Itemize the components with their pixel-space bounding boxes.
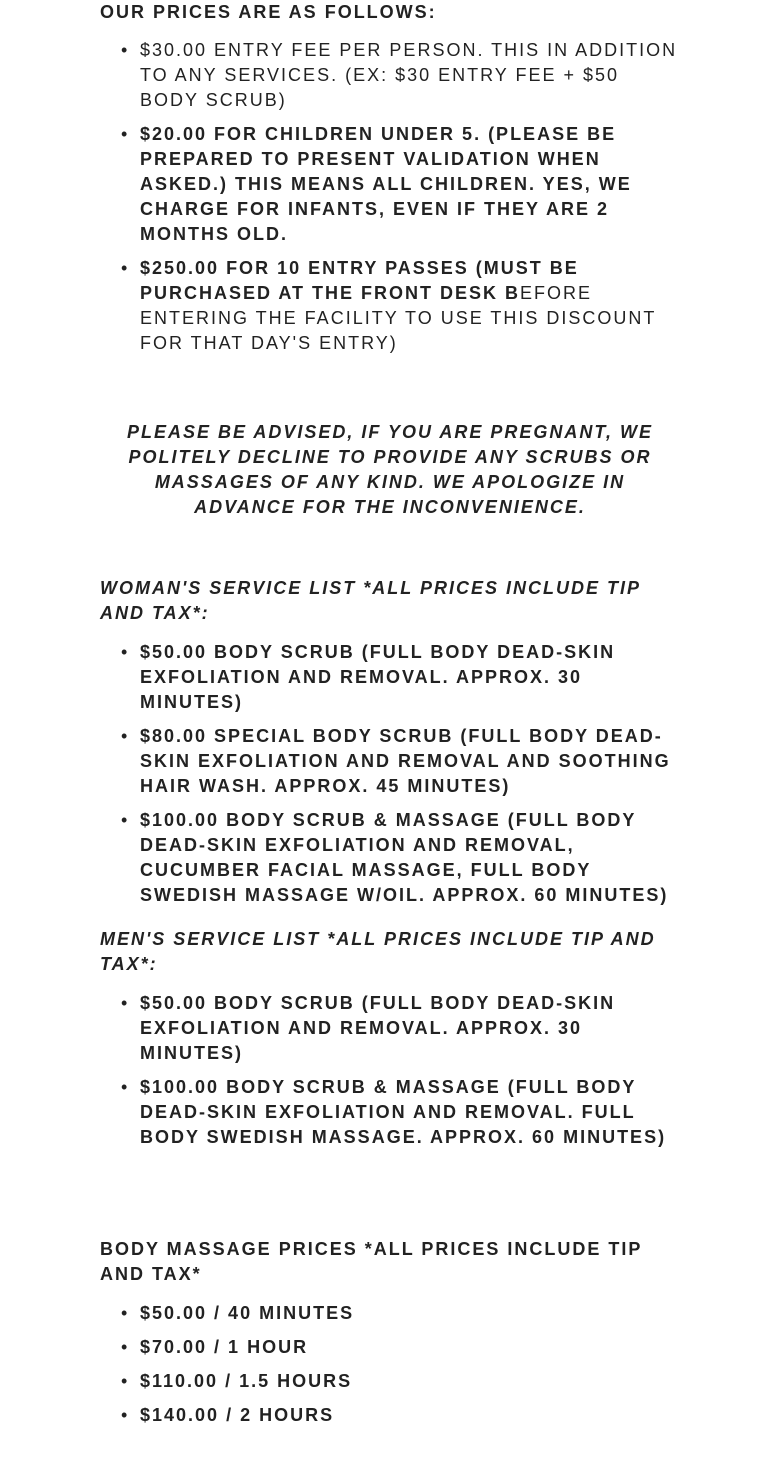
list-item xyxy=(100,1075,680,1150)
bullet-icon: • xyxy=(121,810,130,830)
passes-text-rest: EFORE ENTERING THE FACILITY TO USE THIS DISCOUNT FOR THAT DAY'S ENTRY) xyxy=(140,283,657,353)
list-item xyxy=(100,640,680,715)
mens-service-list xyxy=(100,991,680,1150)
prices-list xyxy=(100,38,680,356)
massage-prices-heading: BODY MASSAGE PRICES *ALL PRICES INCLUDE TIP AND TAX* xyxy=(100,1239,643,1284)
list-item xyxy=(100,808,680,908)
list-item xyxy=(100,38,680,113)
womens-service-heading: WOMAN'S SERVICE LIST *ALL PRICES INCLUDE TIP AND TAX*: xyxy=(100,578,641,623)
list-item xyxy=(100,122,680,247)
children-fee-text: $20.00 FOR CHILDREN UNDER 5. (PLEASE BE PREPARED TO PRESENT VALIDATION WHEN ASKED.) THIS MEANS ALL CHILDREN. YES, WE CHARGE FOR INFANTS, EVEN IF THEY ARE 2 MONTHS OLD. xyxy=(140,124,632,244)
bullet-icon: • xyxy=(121,993,130,1013)
service-item-text: $80.00 SPECIAL BODY SCRUB (FULL BODY DEAD-SKIN EXFOLIATION AND REMOVAL AND SOOTHING HAIR WASH. APPROX. 45 MINUTES) xyxy=(140,726,671,796)
service-item-text: $100.00 BODY SCRUB & MASSAGE (FULL BODY DEAD-SKIN EXFOLIATION AND REMOVAL, CUCUMBER FACIAL MASSAGE, FULL BODY SWEDISH MASSAGE W/OIL. APPROX. 60 MINUTES) xyxy=(140,810,669,905)
mens-service-heading: MEN'S SERVICE LIST *ALL PRICES INCLUDE TIP AND TAX*: xyxy=(100,929,656,974)
list-item xyxy=(100,1369,680,1394)
massage-price-text: $70.00 / 1 HOUR xyxy=(140,1337,309,1357)
entry-fee-text: $30.00 ENTRY FEE PER PERSON. THIS IN ADDITION TO ANY SERVICES. (EX: $30 ENTRY FEE + $50 BODY SCRUB) xyxy=(140,40,678,110)
massage-price-list xyxy=(100,1301,680,1428)
list-item xyxy=(100,991,680,1066)
list-item xyxy=(100,256,680,356)
list-item xyxy=(100,1301,680,1326)
list-item xyxy=(100,1403,680,1428)
bullet-icon: • xyxy=(121,1077,130,1097)
service-item-text: $100.00 BODY SCRUB & MASSAGE (FULL BODY DEAD-SKIN EXFOLIATION AND REMOVAL. FULL BODY SWEDISH MASSAGE. APPROX. 60 MINUTES) xyxy=(140,1077,667,1147)
service-item-text: $50.00 BODY SCRUB (FULL BODY DEAD-SKIN EXFOLIATION AND REMOVAL. APPROX. 30 MINUTES) xyxy=(140,993,616,1063)
massage-price-text: $50.00 / 40 MINUTES xyxy=(140,1303,355,1323)
bullet-icon: • xyxy=(121,40,130,60)
bullet-icon: • xyxy=(121,642,130,662)
list-item xyxy=(100,1335,680,1360)
bullet-icon: • xyxy=(121,1303,130,1323)
pregnancy-advisory: PLEASE BE ADVISED, IF YOU ARE PREGNANT, WE POLITELY DECLINE TO PROVIDE ANY SCRUBS OR MASSAGES OF ANY KIND. WE APOLOGIZE IN ADVANCE FOR THE INCONVENIENCE. xyxy=(126,422,654,517)
bullet-icon: • xyxy=(121,726,130,746)
service-item-text: $50.00 BODY SCRUB (FULL BODY DEAD-SKIN EXFOLIATION AND REMOVAL. APPROX. 30 MINUTES) xyxy=(140,642,616,712)
massage-price-text: $140.00 / 2 HOURS xyxy=(140,1405,335,1425)
bullet-icon: • xyxy=(121,258,130,278)
womens-service-list xyxy=(100,640,680,908)
bullet-icon: • xyxy=(121,1337,130,1357)
bullet-icon: • xyxy=(121,124,130,144)
bullet-icon: • xyxy=(121,1405,130,1425)
prices-heading: OUR PRICES ARE AS FOLLOWS: xyxy=(100,2,437,22)
passes-text-bold: $250.00 FOR 10 ENTRY PASSES (MUST BE PURCHASED AT THE FRONT DESK B xyxy=(140,258,579,303)
bullet-icon: • xyxy=(121,1371,130,1391)
massage-price-text: $110.00 / 1.5 HOURS xyxy=(140,1371,353,1391)
list-item xyxy=(100,724,680,799)
